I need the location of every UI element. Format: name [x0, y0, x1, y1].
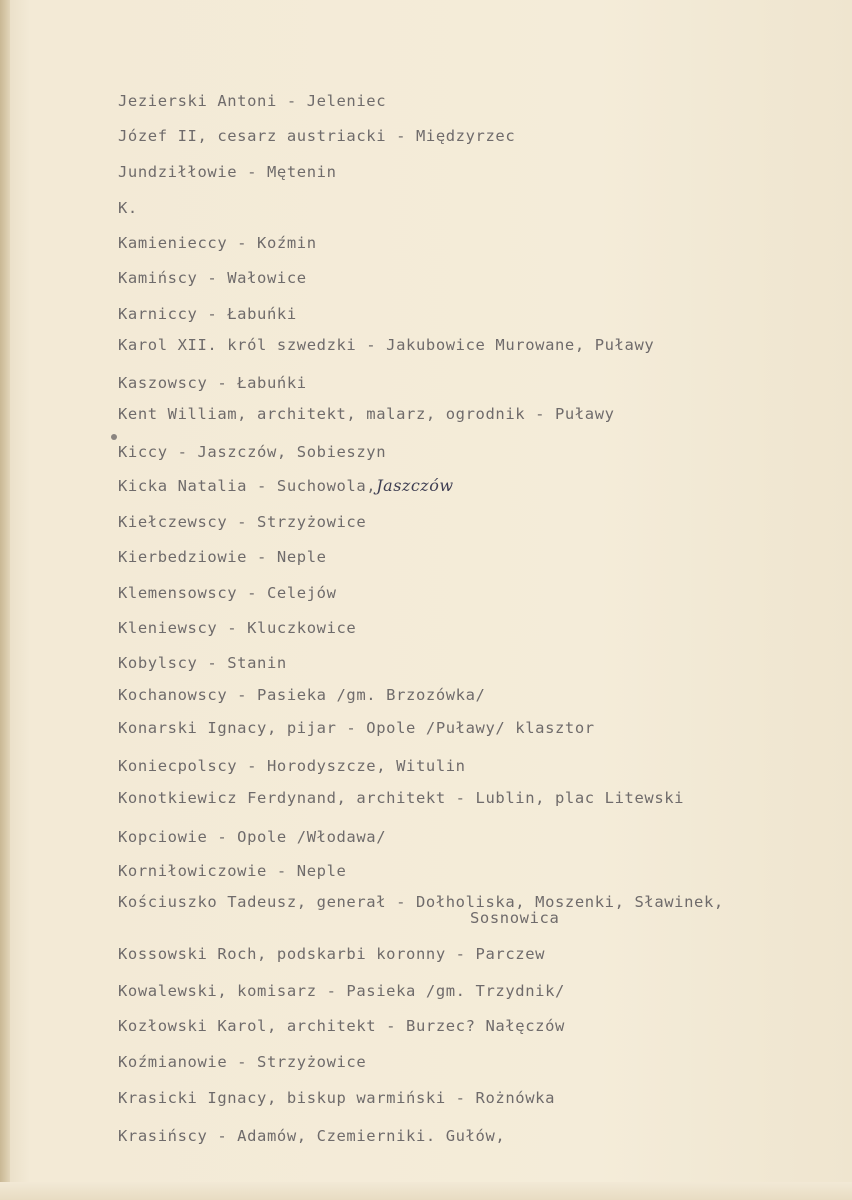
- index-entry: Kamienieccy - Koźmin: [118, 234, 317, 252]
- index-entry: Koniecpolscy - Horodyszcze, Witulin: [118, 757, 466, 775]
- index-entry: Kozłowski Karol, architekt - Burzec? Nałęczów: [118, 1017, 565, 1035]
- index-entry: Karol XII. król szwedzki - Jakubowice Murowane, Puławy: [118, 336, 655, 354]
- index-entry: Kleniewscy - Kluczkowice: [118, 619, 357, 637]
- index-entry: Kossowski Roch, podskarbi koronny - Parczew: [118, 945, 546, 963]
- index-entry: Kochanowscy - Pasieka /gm. Brzozówka/: [118, 686, 486, 704]
- index-entry: Krasińscy - Adamów, Czemierniki. Gułów,: [118, 1127, 506, 1145]
- index-entry: Kiełczewscy - Strzyżowice: [118, 513, 367, 531]
- index-entry-continuation: Sosnowica: [470, 909, 560, 927]
- index-entry: [118, 476, 454, 495]
- index-entry: Klemensowscy - Celejów: [118, 584, 337, 602]
- typed-text: Kicka Natalia - Suchowola,: [118, 477, 377, 495]
- index-entry: Krasicki Ignacy, biskup warmiński - Rożnówka: [118, 1089, 555, 1107]
- index-entry: Kościuszko Tadeusz, generał - Dołholiska, Moszenki, Sławinek,: [118, 893, 724, 911]
- index-entry: Kamińscy - Wałowice: [118, 269, 307, 287]
- index-entry: Jezierski Antoni - Jeleniec: [118, 92, 387, 110]
- index-entry: Józef II, cesarz austriacki - Międzyrzec: [118, 127, 516, 145]
- index-entry: Koźmianowie - Strzyżowice: [118, 1053, 367, 1071]
- index-entry: Kopciowie - Opole /Włodawa/: [118, 828, 387, 846]
- index-entry: Kobylscy - Stanin: [118, 654, 287, 672]
- section-letter: K.: [118, 199, 138, 217]
- index-entry: Korniłowiczowie - Neple: [118, 862, 347, 880]
- index-entry: Kaszowscy - Łabuńki: [118, 374, 307, 392]
- index-entry: Kiccy - Jaszczów, Sobieszyn: [118, 443, 387, 461]
- index-entry: Kent William, architekt, malarz, ogrodnik - Puławy: [118, 405, 615, 423]
- index-entry: Konarski Ignacy, pijar - Opole /Puławy/ klasztor: [118, 719, 595, 737]
- index-entry: Karniccy - Łabuńki: [118, 305, 297, 323]
- index-entry: Konotkiewicz Ferdynand, architekt - Lublin, plac Litewski: [118, 789, 685, 807]
- index-entry: Jundziłłowie - Mętenin: [118, 163, 337, 181]
- handwritten-addition: Jaszczów: [376, 476, 454, 495]
- margin-mark: [111, 434, 117, 440]
- index-entry: Kierbedziowie - Neple: [118, 548, 327, 566]
- index-entry: Kowalewski, komisarz - Pasieka /gm. Trzydnik/: [118, 982, 565, 1000]
